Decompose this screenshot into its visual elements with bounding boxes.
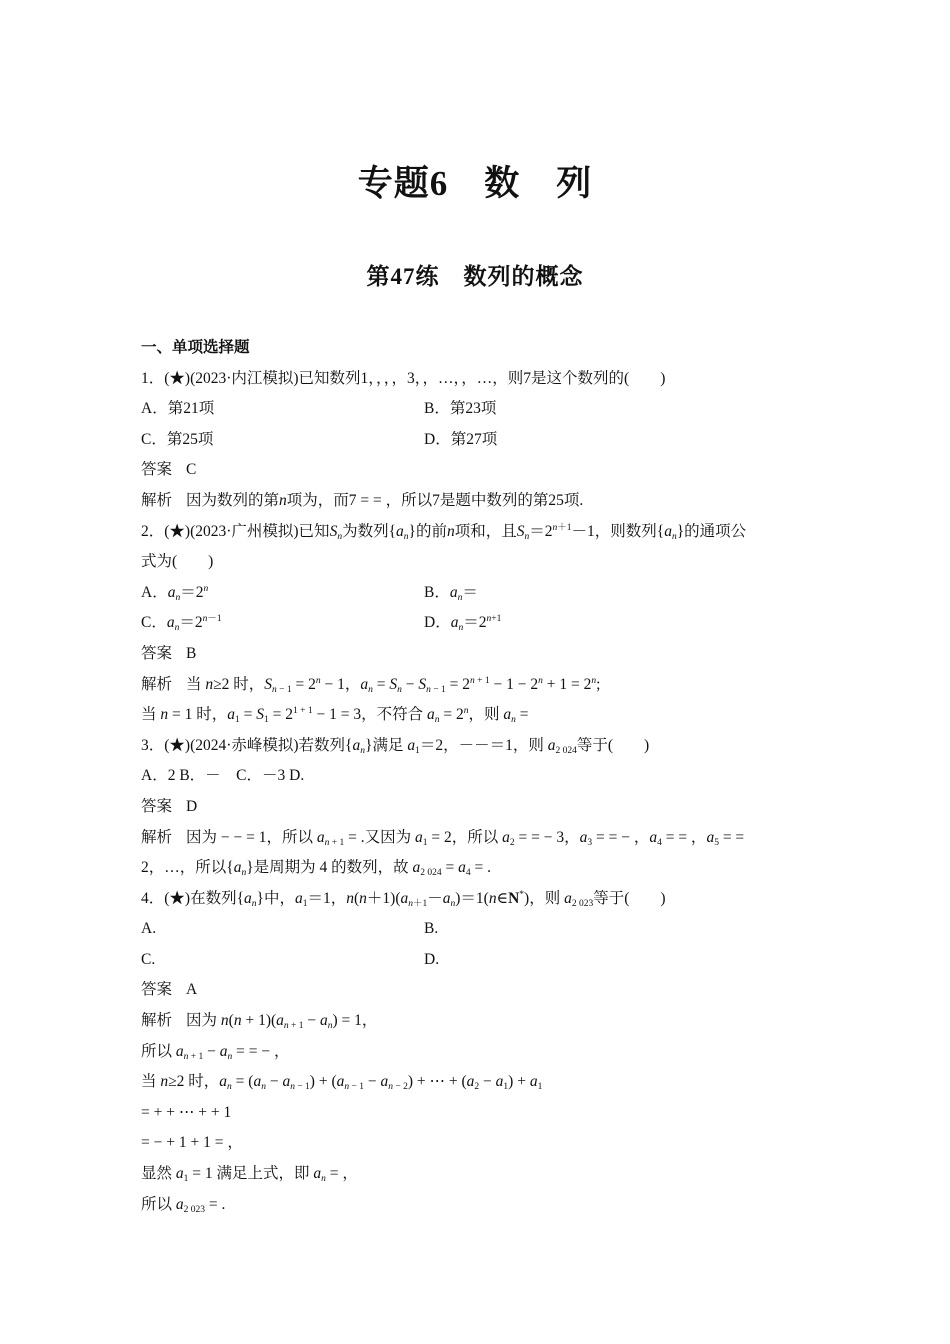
q2-option-a[interactable]: A．$a_n=2^n$ <box>141 583 209 603</box>
section-heading: 一、单项选择题 <box>141 339 250 356</box>
analysis-label: 解析 <box>141 491 173 509</box>
q2-option-c[interactable]: C．$a_n=2^{n-1}$ <box>141 614 222 634</box>
question-4-options-row-1 <box>141 914 821 945</box>
q1-option-a[interactable]: A．第21项 <box>141 400 215 418</box>
question-4-analysis-line-5: = − + 1 + 1 = ， <box>141 1134 243 1152</box>
q1-answer-value: C <box>186 461 197 479</box>
q3-answer-value: D <box>186 797 198 815</box>
question-2-stem-line-1: 2．(★)(2023·广州模拟)已知$S_n$为数列$\{a_n\}$的前n项和，且$S_n=2^{n+1}-1$，则数列$\{a_n\}$的通项公 <box>141 522 747 542</box>
question-2-analysis-line-2: 当 n = 1 时，$a_1 = S_1 = 2^{1 + 1} - 1 = 3$，不符合 $a_n = 2^n$，则 $a_n$ = <box>141 706 529 726</box>
q1-option-d[interactable]: D．第27项 <box>424 430 498 448</box>
q2-option-d[interactable]: D．$a_n=2^{n+1}$ <box>424 614 502 634</box>
question-2-answer <box>141 639 821 670</box>
q4-option-b[interactable]: B. <box>424 920 439 938</box>
question-2-analysis-line-1: 解析 当 n≥2 时，$S_{n - 1} = 2^n - 1$，$a_n = S_n - S_{n - 1} = 2^{n + 1} - 1 - 2^n + 1 = 2^n$; <box>141 675 601 695</box>
exercise-content <box>141 333 821 1220</box>
question-4-analysis-line-6: 显然 $a_1 = 1$ 满足上式，即 $a_n$ = ， <box>141 1165 358 1185</box>
q2-answer-value: B <box>186 644 197 662</box>
question-3-analysis-line-2: 2，…，所以$\{a_n\}$是周期为 4 的数列，故 $a_{2 024} = a_4$ = . <box>141 859 492 879</box>
question-2-options-row-2 <box>141 608 821 639</box>
question-1-stem: 1．(★)(2023·内江模拟)已知数列1，，，，3，，…，，…，则7是这个数列的( ) <box>141 369 666 387</box>
q4-option-a[interactable]: A. <box>141 920 157 938</box>
answer-label: 答案 <box>141 981 173 999</box>
question-1-analysis: 解析 因为数列的第n项为，而7 = = ，所以7是题中数列的第25项. <box>141 491 584 509</box>
chapter-title: 专题6 数 列 <box>357 164 593 203</box>
answer-label: 答案 <box>141 644 173 662</box>
question-4-analysis-line-2: 所以 $a_{n + 1} - a_n$ = = − ， <box>141 1042 290 1062</box>
q2-option-b[interactable]: B．$a_n=$ <box>424 583 478 603</box>
question-4-analysis-line-3: 当 n≥2 时，$a_n = (a_n - a_{n - 1}) + (a_{n - 1} - a_{n - 2})$ + ⋯ + $(a_2 - a_1) + a_1$ <box>141 1073 543 1093</box>
question-4-analysis-line-4: = + + ⋯ + + 1 <box>141 1103 232 1121</box>
question-4-answer <box>141 975 821 1006</box>
question-3-answer <box>141 792 821 823</box>
question-3-analysis-line-1: 解析 因为 − − = 1，所以 $a_{n + 1}$ = .又因为 $a_1 = 2$，所以 $a_2$ = = − 3，$a_3$ = = − ，$a_4$ = = ，$a_5$ = = <box>141 828 745 848</box>
q1-option-c[interactable]: C．第25项 <box>141 430 214 448</box>
q4-answer-value: A <box>186 981 198 999</box>
q1-option-b[interactable]: B．第23项 <box>424 400 497 418</box>
question-3-stem: 3．(★)(2024·赤峰模拟)若数列$\{a_n\}$满足 $a_1=2$，－－＝1，则 $a_{2 024}$等于( ) <box>141 736 650 756</box>
question-4-analysis-line-7: 所以 $a_{2 023}$ = . <box>141 1195 226 1215</box>
question-2-options-row-1 <box>141 578 821 609</box>
answer-label: 答案 <box>141 797 173 815</box>
analysis-label: 解析 <box>141 675 173 693</box>
question-4-stem: 4．(★)在数列$\{a_n\}$中，$a_1=1$，$n(n+1)(a_{n+1}-a_n)=1(n\in N^*)$，则 $a_{2 023}$等于( ) <box>141 889 666 909</box>
answer-label: 答案 <box>141 461 173 479</box>
analysis-label: 解析 <box>141 828 173 846</box>
question-1-options-row-1 <box>141 394 821 425</box>
q4-option-c[interactable]: C. <box>141 950 156 968</box>
question-1-options-row-2 <box>141 425 821 456</box>
analysis-label: 解析 <box>141 1012 173 1030</box>
q4-option-d[interactable]: D. <box>424 950 440 968</box>
question-2-stem-line-2: 式为( ) <box>141 553 214 571</box>
lesson-title: 第47练 数列的概念 <box>366 264 584 289</box>
question-4-analysis-line-1: 解析 因为 $n(n + 1)(a_{n + 1} - a_n) = 1$， <box>141 1012 378 1032</box>
question-4-options-row-2 <box>141 945 821 976</box>
question-1-answer <box>141 455 821 486</box>
question-3-options: A．2 B．－ C．－3 D. <box>141 767 305 785</box>
